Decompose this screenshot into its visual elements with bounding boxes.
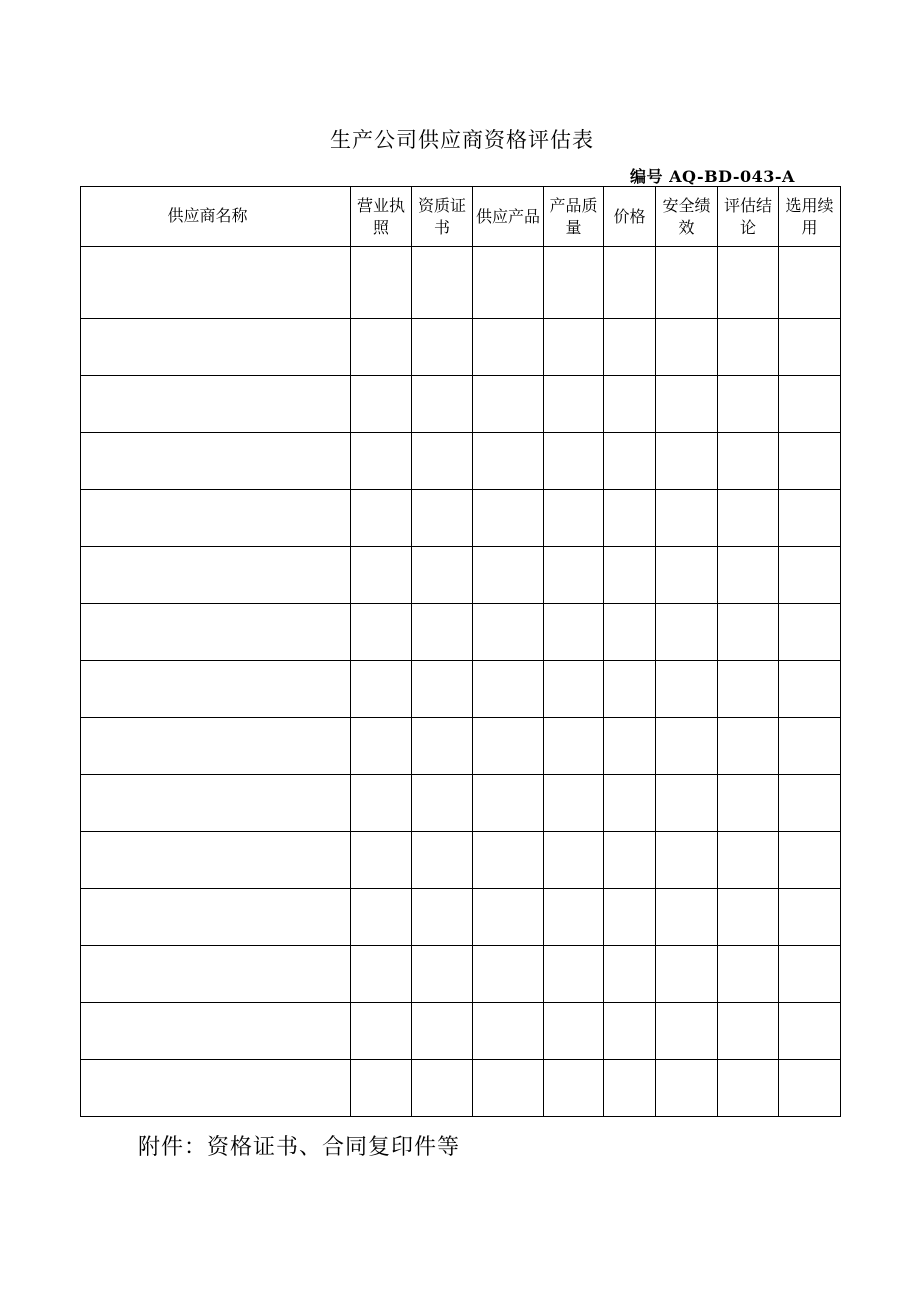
cell-supplied-product[interactable]	[473, 604, 544, 661]
cell-supplier-name[interactable]	[81, 946, 351, 1003]
cell-business-license[interactable]	[351, 490, 412, 547]
cell-evaluation-conclusion[interactable]	[718, 718, 779, 775]
table-row	[81, 547, 841, 604]
cell-supplier-name[interactable]	[81, 775, 351, 832]
cell-supplied-product[interactable]	[473, 1003, 544, 1060]
cell-qualification-certificate[interactable]	[412, 889, 473, 946]
table-row	[81, 604, 841, 661]
cell-evaluation-conclusion[interactable]	[718, 661, 779, 718]
cell-price[interactable]	[604, 433, 656, 490]
cell-selection-renewal[interactable]	[779, 247, 841, 319]
cell-supplier-name[interactable]	[81, 319, 351, 376]
cell-qualification-certificate[interactable]	[412, 319, 473, 376]
cell-product-quality[interactable]	[544, 661, 604, 718]
header-safety-performance: 安全绩效	[656, 187, 718, 247]
cell-product-quality[interactable]	[544, 1060, 604, 1117]
table-row	[81, 718, 841, 775]
cell-business-license[interactable]	[351, 1060, 412, 1117]
cell-business-license[interactable]	[351, 247, 412, 319]
cell-price[interactable]	[604, 661, 656, 718]
cell-evaluation-conclusion[interactable]	[718, 247, 779, 319]
cell-supplied-product[interactable]	[473, 433, 544, 490]
document-title: 生产公司供应商资格评估表	[330, 128, 594, 152]
cell-price[interactable]	[604, 247, 656, 319]
table-row	[81, 319, 841, 376]
table-row	[81, 490, 841, 547]
cell-selection-renewal[interactable]	[779, 661, 841, 718]
cell-safety-performance[interactable]	[656, 247, 718, 319]
cell-selection-renewal[interactable]	[779, 547, 841, 604]
cell-business-license[interactable]	[351, 889, 412, 946]
cell-business-license[interactable]	[351, 946, 412, 1003]
cell-product-quality[interactable]	[544, 889, 604, 946]
header-supplied-product: 供应产品	[473, 187, 544, 247]
cell-safety-performance[interactable]	[656, 661, 718, 718]
cell-safety-performance[interactable]	[656, 376, 718, 433]
cell-price[interactable]	[604, 319, 656, 376]
cell-product-quality[interactable]	[544, 775, 604, 832]
cell-product-quality[interactable]	[544, 376, 604, 433]
cell-supplied-product[interactable]	[473, 376, 544, 433]
cell-supplier-name[interactable]	[81, 718, 351, 775]
cell-price[interactable]	[604, 1060, 656, 1117]
cell-qualification-certificate[interactable]	[412, 433, 473, 490]
cell-selection-renewal[interactable]	[779, 433, 841, 490]
table-row	[81, 946, 841, 1003]
cell-product-quality[interactable]	[544, 247, 604, 319]
cell-business-license[interactable]	[351, 718, 412, 775]
cell-supplied-product[interactable]	[473, 490, 544, 547]
table-row	[81, 832, 841, 889]
cell-business-license[interactable]	[351, 661, 412, 718]
cell-safety-performance[interactable]	[656, 1003, 718, 1060]
cell-safety-performance[interactable]	[656, 547, 718, 604]
cell-evaluation-conclusion[interactable]	[718, 832, 779, 889]
cell-price[interactable]	[604, 376, 656, 433]
cell-safety-performance[interactable]	[656, 718, 718, 775]
cell-business-license[interactable]	[351, 604, 412, 661]
cell-evaluation-conclusion[interactable]	[718, 889, 779, 946]
cell-supplier-name[interactable]	[81, 1003, 351, 1060]
header-product-quality: 产品质量	[544, 187, 604, 247]
cell-supplier-name[interactable]	[81, 247, 351, 319]
cell-supplier-name[interactable]	[81, 490, 351, 547]
cell-evaluation-conclusion[interactable]	[718, 490, 779, 547]
cell-qualification-certificate[interactable]	[412, 775, 473, 832]
header-business-license: 营业执照	[351, 187, 412, 247]
cell-price[interactable]	[604, 1003, 656, 1060]
cell-safety-performance[interactable]	[656, 604, 718, 661]
cell-selection-renewal[interactable]	[779, 376, 841, 433]
cell-product-quality[interactable]	[544, 718, 604, 775]
cell-selection-renewal[interactable]	[779, 832, 841, 889]
cell-product-quality[interactable]	[544, 832, 604, 889]
cell-product-quality[interactable]	[544, 547, 604, 604]
cell-qualification-certificate[interactable]	[412, 1003, 473, 1060]
cell-evaluation-conclusion[interactable]	[718, 376, 779, 433]
cell-supplied-product[interactable]	[473, 718, 544, 775]
cell-qualification-certificate[interactable]	[412, 946, 473, 1003]
cell-price[interactable]	[604, 718, 656, 775]
table-row	[81, 661, 841, 718]
cell-supplied-product[interactable]	[473, 247, 544, 319]
cell-business-license[interactable]	[351, 433, 412, 490]
header-qualification-certificate: 资质证书	[412, 187, 473, 247]
header-evaluation-conclusion: 评估结论	[718, 187, 779, 247]
cell-supplied-product[interactable]	[473, 1060, 544, 1117]
cell-safety-performance[interactable]	[656, 889, 718, 946]
cell-product-quality[interactable]	[544, 604, 604, 661]
table-row	[81, 433, 841, 490]
cell-supplied-product[interactable]	[473, 661, 544, 718]
header-selection-renewal: 选用续用	[779, 187, 841, 247]
cell-safety-performance[interactable]	[656, 490, 718, 547]
cell-qualification-certificate[interactable]	[412, 547, 473, 604]
table-body	[81, 247, 841, 1117]
cell-supplied-product[interactable]	[473, 319, 544, 376]
cell-qualification-certificate[interactable]	[412, 661, 473, 718]
cell-price[interactable]	[604, 775, 656, 832]
cell-safety-performance[interactable]	[656, 832, 718, 889]
cell-supplier-name[interactable]	[81, 889, 351, 946]
table-header-row	[81, 187, 841, 247]
header-supplier-name: 供应商名称	[81, 187, 351, 247]
cell-selection-renewal[interactable]	[779, 889, 841, 946]
table-row	[81, 1003, 841, 1060]
cell-evaluation-conclusion[interactable]	[718, 946, 779, 1003]
cell-business-license[interactable]	[351, 376, 412, 433]
cell-supplier-name[interactable]	[81, 1060, 351, 1117]
cell-product-quality[interactable]	[544, 433, 604, 490]
cell-supplied-product[interactable]	[473, 775, 544, 832]
cell-price[interactable]	[604, 604, 656, 661]
cell-product-quality[interactable]	[544, 490, 604, 547]
cell-qualification-certificate[interactable]	[412, 247, 473, 319]
table-row	[81, 889, 841, 946]
cell-price[interactable]	[604, 832, 656, 889]
table-row	[81, 1060, 841, 1117]
cell-qualification-certificate[interactable]	[412, 490, 473, 547]
cell-supplied-product[interactable]	[473, 946, 544, 1003]
attachment-note: 附件：资格证书、合同复印件等	[138, 1135, 461, 1160]
cell-business-license[interactable]	[351, 1003, 412, 1060]
cell-evaluation-conclusion[interactable]	[718, 775, 779, 832]
cell-supplied-product[interactable]	[473, 889, 544, 946]
cell-price[interactable]	[604, 490, 656, 547]
cell-evaluation-conclusion[interactable]	[718, 1060, 779, 1117]
cell-selection-renewal[interactable]	[779, 946, 841, 1003]
cell-supplier-name[interactable]	[81, 376, 351, 433]
cell-business-license[interactable]	[351, 832, 412, 889]
cell-product-quality[interactable]	[544, 319, 604, 376]
cell-evaluation-conclusion[interactable]	[718, 433, 779, 490]
supplier-evaluation-table	[80, 186, 841, 1117]
cell-selection-renewal[interactable]	[779, 604, 841, 661]
cell-business-license[interactable]	[351, 547, 412, 604]
document-code: 编号 AQ-BD-043-A	[630, 167, 795, 186]
cell-qualification-certificate[interactable]	[412, 604, 473, 661]
cell-supplier-name[interactable]	[81, 547, 351, 604]
cell-qualification-certificate[interactable]	[412, 1060, 473, 1117]
cell-safety-performance[interactable]	[656, 433, 718, 490]
cell-qualification-certificate[interactable]	[412, 718, 473, 775]
cell-selection-renewal[interactable]	[779, 490, 841, 547]
cell-supplier-name[interactable]	[81, 433, 351, 490]
cell-price[interactable]	[604, 547, 656, 604]
table-row	[81, 247, 841, 319]
cell-supplier-name[interactable]	[81, 832, 351, 889]
cell-safety-performance[interactable]	[656, 946, 718, 1003]
cell-product-quality[interactable]	[544, 1003, 604, 1060]
cell-product-quality[interactable]	[544, 946, 604, 1003]
cell-price[interactable]	[604, 889, 656, 946]
table-row	[81, 775, 841, 832]
cell-selection-renewal[interactable]	[779, 319, 841, 376]
cell-evaluation-conclusion[interactable]	[718, 1003, 779, 1060]
cell-selection-renewal[interactable]	[779, 1003, 841, 1060]
cell-supplier-name[interactable]	[81, 661, 351, 718]
cell-selection-renewal[interactable]	[779, 775, 841, 832]
cell-evaluation-conclusion[interactable]	[718, 319, 779, 376]
cell-evaluation-conclusion[interactable]	[718, 547, 779, 604]
header-price: 价格	[604, 187, 656, 247]
table-row	[81, 376, 841, 433]
cell-supplied-product[interactable]	[473, 547, 544, 604]
cell-safety-performance[interactable]	[656, 1060, 718, 1117]
cell-selection-renewal[interactable]	[779, 718, 841, 775]
cell-business-license[interactable]	[351, 319, 412, 376]
cell-price[interactable]	[604, 946, 656, 1003]
cell-supplied-product[interactable]	[473, 832, 544, 889]
cell-safety-performance[interactable]	[656, 319, 718, 376]
cell-supplier-name[interactable]	[81, 604, 351, 661]
cell-selection-renewal[interactable]	[779, 1060, 841, 1117]
cell-safety-performance[interactable]	[656, 775, 718, 832]
cell-evaluation-conclusion[interactable]	[718, 604, 779, 661]
cell-business-license[interactable]	[351, 775, 412, 832]
cell-qualification-certificate[interactable]	[412, 376, 473, 433]
cell-qualification-certificate[interactable]	[412, 832, 473, 889]
